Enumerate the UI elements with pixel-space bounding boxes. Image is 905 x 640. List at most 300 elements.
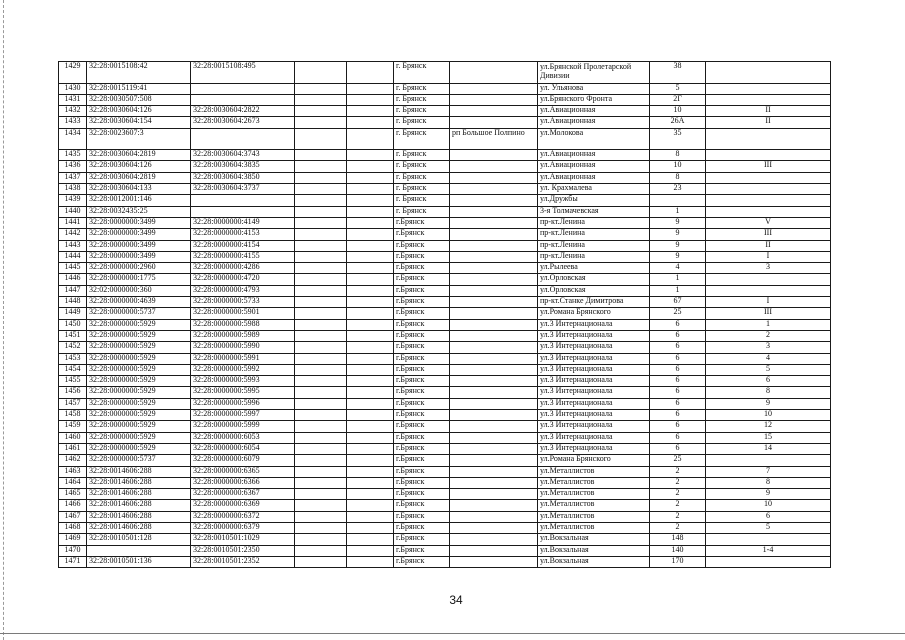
house-number-cell: 6 [650, 410, 706, 421]
street-cell: ул.3 Интернационала [538, 398, 650, 409]
cadastral-number-cell: 32:28:0000000:5929 [87, 376, 191, 387]
record-number-cell: 1459 [59, 421, 87, 432]
cadastral-number-cell: 32:28:0014606:288 [87, 500, 191, 511]
table-row [59, 500, 831, 511]
empty-cell-b [347, 398, 394, 409]
premises-number-cell [706, 556, 831, 567]
city-cell: г. Брянск [394, 117, 450, 128]
settlement-cell [450, 251, 538, 262]
empty-cell-a [295, 117, 347, 128]
cadastral-number-cell: 32:28:0014606:288 [87, 511, 191, 522]
house-number-cell: 2 [650, 500, 706, 511]
record-number-cell: 1444 [59, 251, 87, 262]
empty-cell-b [347, 364, 394, 375]
premises-number-cell: 2 [706, 330, 831, 341]
record-number-cell: 1465 [59, 489, 87, 500]
street-cell: ул.Металлистов [538, 466, 650, 477]
table-row [59, 172, 831, 183]
city-cell: г. Брянск [394, 128, 450, 150]
house-number-cell: 6 [650, 398, 706, 409]
premises-cadastral-cell: 32:28:0000000:5996 [191, 398, 295, 409]
settlement-cell [450, 364, 538, 375]
street-cell: ул.Металлистов [538, 477, 650, 488]
premises-cadastral-cell [191, 206, 295, 217]
record-number-cell: 1439 [59, 195, 87, 206]
house-number-cell: 5 [650, 83, 706, 94]
street-cell: ул.Брянской Пролетарской Дивизии [538, 62, 650, 84]
street-cell: ул.Металлистов [538, 500, 650, 511]
empty-cell-a [295, 308, 347, 319]
street-cell: ул.Орловская [538, 285, 650, 296]
street-cell: ул.Романа Брянского [538, 308, 650, 319]
cadastral-number-cell: 32:28:0014606:288 [87, 477, 191, 488]
city-cell: г.Брянск [394, 443, 450, 454]
city-cell: г. Брянск [394, 62, 450, 84]
registry-table-body [59, 62, 831, 568]
premises-number-cell: 9 [706, 398, 831, 409]
premises-number-cell: 6 [706, 376, 831, 387]
house-number-cell: 2 [650, 477, 706, 488]
premises-cadastral-cell: 32:28:0000000:5733 [191, 297, 295, 308]
premises-cadastral-cell: 32:28:0010501:2350 [191, 545, 295, 556]
premises-cadastral-cell: 32:28:0000000:5992 [191, 364, 295, 375]
cadastral-number-cell [87, 545, 191, 556]
house-number-cell: 9 [650, 240, 706, 251]
empty-cell-a [295, 319, 347, 330]
premises-cadastral-cell: 32:28:0030604:3743 [191, 150, 295, 161]
street-cell: ул.Молокова [538, 128, 650, 150]
house-number-cell: 6 [650, 387, 706, 398]
city-cell: г.Брянск [394, 376, 450, 387]
empty-cell-b [347, 83, 394, 94]
city-cell: г.Брянск [394, 364, 450, 375]
city-cell: г. Брянск [394, 83, 450, 94]
settlement-cell [450, 240, 538, 251]
record-number-cell: 1461 [59, 443, 87, 454]
settlement-cell [450, 443, 538, 454]
street-cell: ул.Рылеева [538, 263, 650, 274]
cadastral-number-cell: 32:28:0014606:288 [87, 489, 191, 500]
house-number-cell: 148 [650, 534, 706, 545]
house-number-cell: 35 [650, 128, 706, 150]
record-number-cell: 1445 [59, 263, 87, 274]
city-cell: г.Брянск [394, 297, 450, 308]
city-cell: г.Брянск [394, 511, 450, 522]
city-cell: г.Брянск [394, 466, 450, 477]
cadastral-number-cell: 32:28:0000000:5929 [87, 364, 191, 375]
empty-cell-b [347, 410, 394, 421]
premises-number-cell: III [706, 229, 831, 240]
settlement-cell [450, 117, 538, 128]
house-number-cell: 25 [650, 455, 706, 466]
empty-cell-a [295, 217, 347, 228]
house-number-cell: 9 [650, 217, 706, 228]
table-row [59, 477, 831, 488]
house-number-cell: 2 [650, 489, 706, 500]
street-cell: ул.Авиационная [538, 172, 650, 183]
empty-cell-b [347, 319, 394, 330]
empty-cell-a [295, 297, 347, 308]
house-number-cell: 1 [650, 206, 706, 217]
house-number-cell: 8 [650, 150, 706, 161]
settlement-cell [450, 94, 538, 105]
cadastral-number-cell: 32:28:0030507:508 [87, 94, 191, 105]
street-cell: пр-кт.Ленина [538, 240, 650, 251]
cadastral-number-cell: 32:28:0000000:5737 [87, 308, 191, 319]
empty-cell-a [295, 500, 347, 511]
city-cell: г.Брянск [394, 251, 450, 262]
record-number-cell: 1432 [59, 106, 87, 117]
empty-cell-b [347, 455, 394, 466]
empty-cell-b [347, 172, 394, 183]
premises-cadastral-cell: 32:28:0000000:6053 [191, 432, 295, 443]
street-cell: ул.3 Интернационала [538, 410, 650, 421]
city-cell: г.Брянск [394, 534, 450, 545]
settlement-cell [450, 342, 538, 353]
page-bottom-rule [0, 633, 905, 634]
cadastral-number-cell: 32:28:0030604:126 [87, 161, 191, 172]
premises-cadastral-cell: 32:28:0000000:6372 [191, 511, 295, 522]
cadastral-number-cell: 32:28:0000000:1775 [87, 274, 191, 285]
city-cell: г. Брянск [394, 206, 450, 217]
premises-cadastral-cell: 32:28:0000000:4720 [191, 274, 295, 285]
empty-cell-a [295, 161, 347, 172]
table-row [59, 62, 831, 84]
settlement-cell [450, 489, 538, 500]
cadastral-number-cell: 32:28:0030604:2819 [87, 172, 191, 183]
settlement-cell [450, 217, 538, 228]
city-cell: г.Брянск [394, 308, 450, 319]
city-cell: г.Брянск [394, 489, 450, 500]
premises-number-cell: II [706, 117, 831, 128]
table-row [59, 94, 831, 105]
street-cell: ул.Романа Брянского [538, 455, 650, 466]
premises-cadastral-cell: 32:28:0000000:4286 [191, 263, 295, 274]
cadastral-number-cell: 32:28:0030604:154 [87, 117, 191, 128]
empty-cell-b [347, 477, 394, 488]
settlement-cell [450, 466, 538, 477]
premises-number-cell: III [706, 161, 831, 172]
house-number-cell: 140 [650, 545, 706, 556]
premises-number-cell: V [706, 217, 831, 228]
cadastral-number-cell: 32:28:0010501:128 [87, 534, 191, 545]
empty-cell-a [295, 150, 347, 161]
city-cell: г.Брянск [394, 342, 450, 353]
premises-cadastral-cell: 32:28:0010501:1029 [191, 534, 295, 545]
settlement-cell [450, 195, 538, 206]
cadastral-number-cell: 32:28:0000000:2960 [87, 263, 191, 274]
settlement-cell [450, 387, 538, 398]
cadastral-number-cell: 32:28:0014606:288 [87, 466, 191, 477]
record-number-cell: 1441 [59, 217, 87, 228]
table-row [59, 511, 831, 522]
empty-cell-b [347, 534, 394, 545]
settlement-cell [450, 432, 538, 443]
street-cell: ул.Орловская [538, 274, 650, 285]
settlement-cell [450, 150, 538, 161]
empty-cell-a [295, 206, 347, 217]
settlement-cell [450, 297, 538, 308]
table-row [59, 319, 831, 330]
record-number-cell: 1471 [59, 556, 87, 567]
table-row [59, 443, 831, 454]
table-row [59, 353, 831, 364]
record-number-cell: 1446 [59, 274, 87, 285]
city-cell: г.Брянск [394, 455, 450, 466]
record-number-cell: 1467 [59, 511, 87, 522]
street-cell: ул.3 Интернационала [538, 353, 650, 364]
table-row [59, 466, 831, 477]
city-cell: г.Брянск [394, 353, 450, 364]
premises-number-cell [706, 83, 831, 94]
table-row [59, 455, 831, 466]
empty-cell-b [347, 545, 394, 556]
house-number-cell: 10 [650, 161, 706, 172]
page-left-edge [0, 0, 4, 640]
city-cell: г.Брянск [394, 274, 450, 285]
empty-cell-b [347, 240, 394, 251]
city-cell: г. Брянск [394, 184, 450, 195]
street-cell: пр-кт.Ленина [538, 229, 650, 240]
record-number-cell: 1440 [59, 206, 87, 217]
empty-cell-b [347, 94, 394, 105]
premises-number-cell [706, 206, 831, 217]
settlement-cell [450, 398, 538, 409]
street-cell: ул.Металлистов [538, 522, 650, 533]
premises-cadastral-cell [191, 128, 295, 150]
table-row [59, 150, 831, 161]
empty-cell-b [347, 62, 394, 84]
premises-cadastral-cell: 32:28:0000000:4155 [191, 251, 295, 262]
house-number-cell: 6 [650, 432, 706, 443]
record-number-cell: 1436 [59, 161, 87, 172]
record-number-cell: 1464 [59, 477, 87, 488]
premises-number-cell: 3 [706, 263, 831, 274]
empty-cell-b [347, 330, 394, 341]
empty-cell-a [295, 184, 347, 195]
premises-cadastral-cell [191, 195, 295, 206]
settlement-cell [450, 421, 538, 432]
street-cell: пр-кт.Ленина [538, 251, 650, 262]
record-number-cell: 1434 [59, 128, 87, 150]
empty-cell-b [347, 195, 394, 206]
premises-cadastral-cell: 32:28:0030604:2822 [191, 106, 295, 117]
premises-number-cell: II [706, 240, 831, 251]
record-number-cell: 1437 [59, 172, 87, 183]
premises-number-cell: 14 [706, 443, 831, 454]
table-row [59, 285, 831, 296]
empty-cell-a [295, 240, 347, 251]
empty-cell-b [347, 106, 394, 117]
premises-cadastral-cell: 32:28:0000000:4153 [191, 229, 295, 240]
empty-cell-b [347, 206, 394, 217]
premises-cadastral-cell: 32:28:0030604:3737 [191, 184, 295, 195]
city-cell: г. Брянск [394, 150, 450, 161]
street-cell: ул.Вокзальная [538, 534, 650, 545]
table-row [59, 184, 831, 195]
premises-number-cell: 15 [706, 432, 831, 443]
empty-cell-b [347, 387, 394, 398]
settlement-cell [450, 319, 538, 330]
empty-cell-a [295, 376, 347, 387]
street-cell: ул.3 Интернационала [538, 330, 650, 341]
table-row [59, 263, 831, 274]
settlement-cell [450, 556, 538, 567]
street-cell: ул.Металлистов [538, 489, 650, 500]
city-cell: г.Брянск [394, 421, 450, 432]
empty-cell-a [295, 489, 347, 500]
empty-cell-a [295, 251, 347, 262]
empty-cell-a [295, 455, 347, 466]
premises-cadastral-cell: 32:28:0000000:6365 [191, 466, 295, 477]
settlement-cell [450, 353, 538, 364]
empty-cell-b [347, 489, 394, 500]
premises-number-cell: 12 [706, 421, 831, 432]
empty-cell-b [347, 342, 394, 353]
empty-cell-b [347, 466, 394, 477]
table-row [59, 106, 831, 117]
premises-number-cell: 4 [706, 353, 831, 364]
city-cell: г. Брянск [394, 172, 450, 183]
empty-cell-b [347, 376, 394, 387]
record-number-cell: 1463 [59, 466, 87, 477]
empty-cell-b [347, 443, 394, 454]
city-cell: г.Брянск [394, 500, 450, 511]
record-number-cell: 1447 [59, 285, 87, 296]
premises-cadastral-cell: 32:28:0010501:2352 [191, 556, 295, 567]
table-row [59, 195, 831, 206]
table-row [59, 330, 831, 341]
premises-number-cell: 1 [706, 319, 831, 330]
premises-cadastral-cell [191, 94, 295, 105]
house-number-cell: 2 [650, 522, 706, 533]
premises-number-cell: III [706, 308, 831, 319]
cadastral-number-cell: 32:28:0030604:2819 [87, 150, 191, 161]
city-cell: г.Брянск [394, 398, 450, 409]
table-row [59, 161, 831, 172]
empty-cell-a [295, 229, 347, 240]
cadastral-number-cell: 32:02:0000000:360 [87, 285, 191, 296]
premises-cadastral-cell: 32:28:0000000:6079 [191, 455, 295, 466]
premises-number-cell: II [706, 106, 831, 117]
page-number: 34 [449, 593, 463, 607]
empty-cell-b [347, 128, 394, 150]
premises-cadastral-cell: 32:28:0000000:5988 [191, 319, 295, 330]
record-number-cell: 1469 [59, 534, 87, 545]
record-number-cell: 1429 [59, 62, 87, 84]
empty-cell-a [295, 477, 347, 488]
cadastral-number-cell: 32:28:0000000:5929 [87, 443, 191, 454]
record-number-cell: 1468 [59, 522, 87, 533]
empty-cell-a [295, 421, 347, 432]
premises-cadastral-cell: 32:28:0000000:4793 [191, 285, 295, 296]
cadastral-number-cell: 32:28:0010501:136 [87, 556, 191, 567]
record-number-cell: 1466 [59, 500, 87, 511]
premises-number-cell: 8 [706, 387, 831, 398]
record-number-cell: 1450 [59, 319, 87, 330]
house-number-cell: 6 [650, 319, 706, 330]
settlement-cell [450, 477, 538, 488]
house-number-cell [650, 195, 706, 206]
empty-cell-b [347, 217, 394, 228]
empty-cell-a [295, 522, 347, 533]
street-cell: ул. Крахмалева [538, 184, 650, 195]
street-cell: ул.Брянского Фронта [538, 94, 650, 105]
street-cell: пр-кт.Станке Димитрова [538, 297, 650, 308]
house-number-cell: 67 [650, 297, 706, 308]
cadastral-number-cell: 32:28:0000000:5929 [87, 398, 191, 409]
settlement-cell [450, 172, 538, 183]
settlement-cell [450, 511, 538, 522]
city-cell: г. Брянск [394, 94, 450, 105]
premises-number-cell: 7 [706, 466, 831, 477]
settlement-cell [450, 330, 538, 341]
empty-cell-a [295, 172, 347, 183]
empty-cell-b [347, 308, 394, 319]
empty-cell-a [295, 195, 347, 206]
cadastral-number-cell: 32:28:0032435:25 [87, 206, 191, 217]
empty-cell-b [347, 161, 394, 172]
street-cell: ул.Металлистов [538, 511, 650, 522]
premises-cadastral-cell: 32:28:0000000:5901 [191, 308, 295, 319]
premises-cadastral-cell: 32:28:0000000:5989 [191, 330, 295, 341]
table-row [59, 128, 831, 150]
premises-number-cell: I [706, 251, 831, 262]
empty-cell-a [295, 106, 347, 117]
empty-cell-b [347, 297, 394, 308]
settlement-cell [450, 263, 538, 274]
table-row [59, 297, 831, 308]
settlement-cell [450, 184, 538, 195]
record-number-cell: 1452 [59, 342, 87, 353]
street-cell: ул.Вокзальная [538, 545, 650, 556]
empty-cell-a [295, 432, 347, 443]
record-number-cell: 1458 [59, 410, 87, 421]
city-cell: г. Брянск [394, 161, 450, 172]
table-row [59, 556, 831, 567]
empty-cell-a [295, 94, 347, 105]
city-cell: г.Брянск [394, 556, 450, 567]
house-number-cell: 6 [650, 421, 706, 432]
cadastral-number-cell: 32:28:0030604:133 [87, 184, 191, 195]
street-cell: ул.Авиационная [538, 106, 650, 117]
empty-cell-b [347, 150, 394, 161]
cadastral-number-cell: 32:28:0000000:5929 [87, 330, 191, 341]
table-row [59, 83, 831, 94]
empty-cell-a [295, 263, 347, 274]
empty-cell-a [295, 353, 347, 364]
city-cell: г. Брянск [394, 195, 450, 206]
record-number-cell: 1451 [59, 330, 87, 341]
street-cell: 3-я Толмачевская [538, 206, 650, 217]
empty-cell-a [295, 330, 347, 341]
house-number-cell: 6 [650, 364, 706, 375]
premises-number-cell [706, 128, 831, 150]
empty-cell-a [295, 387, 347, 398]
cadastral-number-cell: 32:28:0023607:3 [87, 128, 191, 150]
street-cell: ул.Вокзальная [538, 556, 650, 567]
empty-cell-a [295, 545, 347, 556]
cadastral-number-cell: 32:28:0000000:5929 [87, 410, 191, 421]
house-number-cell: 6 [650, 443, 706, 454]
house-number-cell: 23 [650, 184, 706, 195]
empty-cell-b [347, 263, 394, 274]
empty-cell-b [347, 353, 394, 364]
cadastral-number-cell: 32:28:0015108:42 [87, 62, 191, 84]
premises-number-cell: 8 [706, 477, 831, 488]
cadastral-number-cell: 32:28:0000000:4639 [87, 297, 191, 308]
table-row [59, 342, 831, 353]
